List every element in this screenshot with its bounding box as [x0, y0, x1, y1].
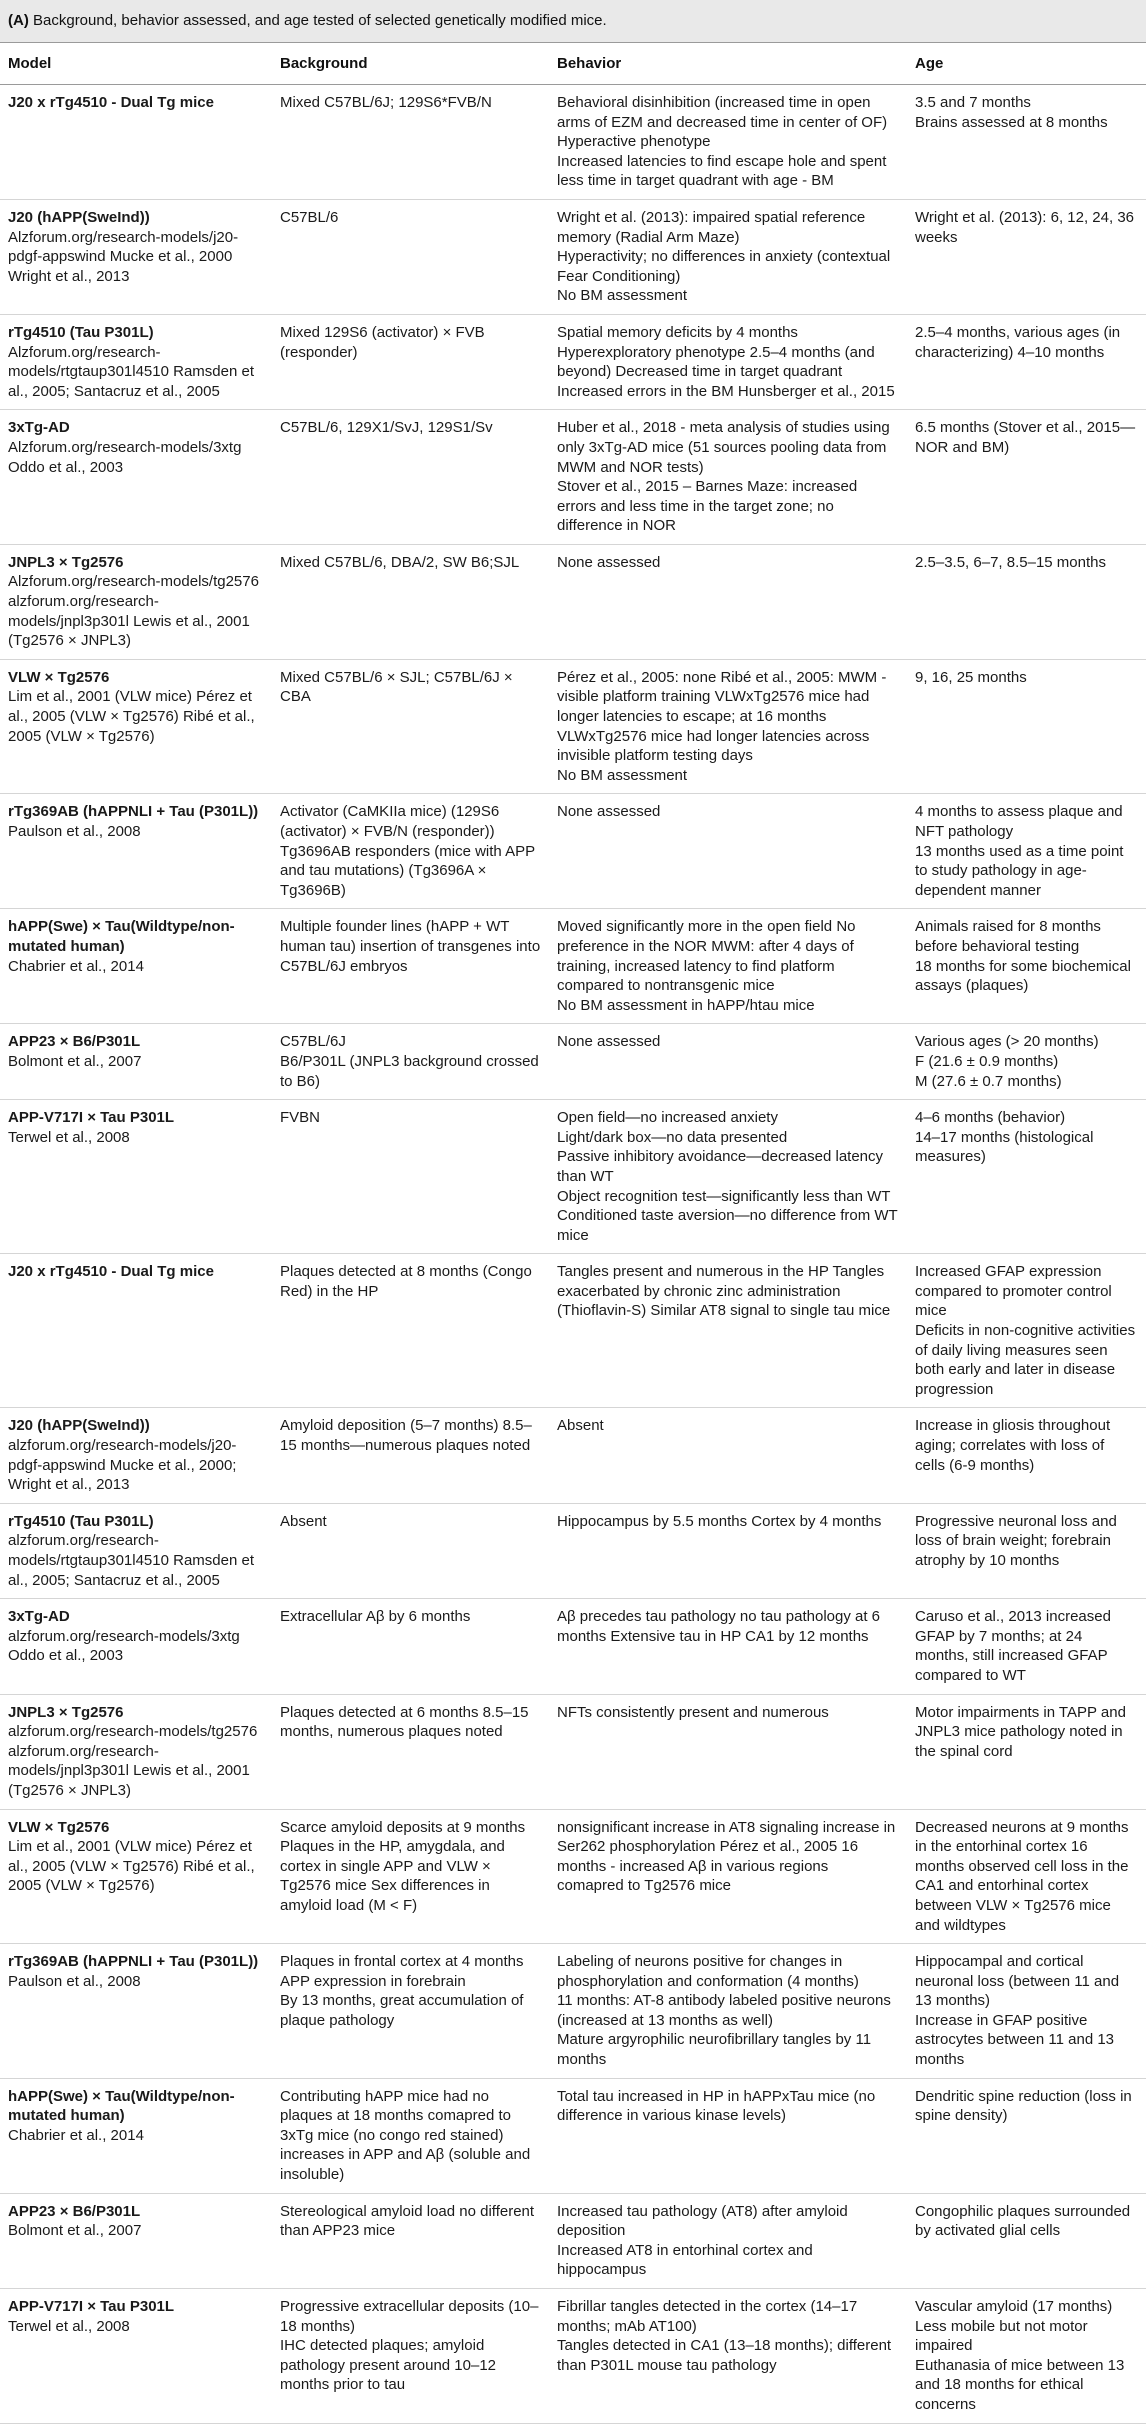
cell-age — [907, 544, 1146, 659]
cell-background-text: Plaques detected at 8 months (Congo Red) in the HP — [280, 1263, 532, 1300]
header-background: Background — [272, 43, 549, 85]
cell-model — [0, 1809, 272, 1944]
model-name: J20 x rTg4510 - Dual Tg mice — [8, 1263, 214, 1281]
cell-background-text: B6/P301L (JNPL3 background crossed to B6) — [280, 1052, 539, 1090]
cell-background-text: Mixed C57BL/6J; 129S6*FVB/N — [280, 94, 492, 111]
table-row — [0, 544, 1146, 659]
cell-behavior-text: Pérez et al., 2005: none Ribé et al., 2005: MWM - visible platform training VLWxTg2576 mice had longer latencies to escape; at 16 months VLWxTg2576 mice had longer latencies across invisible platform testing days — [557, 668, 887, 765]
cell-age — [907, 1254, 1146, 1408]
model-name: APP23 × B6/P301L — [8, 2202, 141, 2220]
table-row — [0, 1503, 1146, 1598]
cell-age — [907, 659, 1146, 794]
cell-background — [272, 2289, 549, 2424]
model-name: rTg4510 (Tau P301L) — [8, 1512, 154, 1530]
cell-background — [272, 659, 549, 794]
model-name: 3xTg-AD — [8, 1608, 70, 1626]
cell-behavior — [549, 1408, 907, 1503]
header-behavior: Behavior — [549, 43, 907, 85]
cell-age — [907, 1809, 1146, 1944]
model-name: J20 x rTg4510 - Dual Tg mice — [8, 94, 214, 111]
cell-age — [907, 2078, 1146, 2193]
cell-behavior-text: No BM assessment — [557, 287, 688, 305]
cell-behavior — [549, 659, 907, 794]
cell-behavior-text: Increased tau pathology (AT8) after amyloid deposition — [557, 2202, 848, 2240]
cell-behavior-text: Spatial memory deficits by 4 months — [557, 323, 798, 341]
cell-behavior — [549, 544, 907, 659]
cell-background — [272, 1694, 549, 1809]
cell-behavior-text: Open field—no increased anxiety — [557, 1109, 778, 1127]
cell-age-text: Progressive neuronal loss and loss of brain weight; forebrain atrophy by 10 months — [915, 1512, 1117, 1569]
cell-background-text: C57BL/6J — [280, 1033, 346, 1051]
cell-age — [907, 314, 1146, 409]
cell-age — [907, 199, 1146, 314]
table-row — [0, 1809, 1146, 1944]
cell-behavior-text: Wright et al. (2013): impaired spatial reference memory (Radial Arm Maze) — [557, 208, 866, 246]
cell-behavior — [549, 2078, 907, 2193]
model-name: rTg4510 (Tau P301L) — [8, 323, 154, 341]
model-name: APP23 × B6/P301L — [8, 1033, 141, 1051]
cell-behavior — [549, 1254, 907, 1408]
cell-model — [0, 1254, 272, 1408]
cell-behavior-text: Labeling of neurons positive for changes in phosphorylation and conformation (4 months) — [557, 1953, 859, 1990]
cell-behavior-text: No BM assessment in hAPP/htau mice — [557, 996, 815, 1014]
cell-age — [907, 410, 1146, 545]
cell-behavior-text: Passive inhibitory avoidance—decreased latency than WT — [557, 1148, 884, 1185]
cell-model — [0, 659, 272, 794]
model-name: hAPP(Swe) × Tau(Wildtype/non-mutated human) — [8, 2087, 235, 2125]
cell-behavior-text: Huber et al., 2018 - meta analysis of studies using only 3xTg-AD mice (51 sources pooling data from MWM and NOR tests) — [557, 419, 890, 476]
cell-behavior-text: Increased latencies to find escape hole and spent less time in target quadrant with age - BM — [557, 152, 887, 190]
cell-model — [0, 2289, 272, 2424]
cell-model — [0, 2193, 272, 2288]
cell-behavior-text: Hyperactive phenotype — [557, 133, 711, 151]
cell-model — [0, 544, 272, 659]
cell-background — [272, 1503, 549, 1598]
cell-model — [0, 1694, 272, 1809]
cell-behavior — [549, 410, 907, 545]
cell-behavior — [549, 314, 907, 409]
model-name: 3xTg-AD — [8, 419, 70, 437]
cell-background-text: Stereological amyloid load no different than APP23 mice — [280, 2202, 535, 2240]
cell-age-text: 4–6 months (behavior) — [915, 1109, 1066, 1127]
cell-age — [907, 1599, 1146, 1694]
cell-age — [907, 1100, 1146, 1254]
table-row — [0, 1944, 1146, 2079]
cell-behavior — [549, 1599, 907, 1694]
cell-background-text: Multiple founder lines (hAPP + WT human tau) insertion of transgenes into C57BL/6J embryos — [280, 918, 541, 975]
model-reference: Alzforum.org/research-models/rtgtaup301l4510 Ramsden et al., 2005; Santacruz et al., 2005 — [8, 343, 254, 400]
cell-behavior — [549, 2289, 907, 2424]
cell-model — [0, 199, 272, 314]
cell-behavior-text: No BM assessment — [557, 766, 688, 784]
cell-background — [272, 909, 549, 1024]
cell-behavior — [549, 85, 907, 200]
cell-background — [272, 794, 549, 909]
cell-model — [0, 1100, 272, 1254]
table-caption — [0, 0, 1146, 43]
cell-behavior-text: nonsignificant increase in AT8 signaling increase in Ser262 phosphorylation Pérez et al., 2005 16 months - increased Aβ in various regions comapred to Tg2576 mice — [557, 1818, 896, 1895]
cell-age-text: Decreased neurons at 9 months in the entorhinal cortex 16 months observed cell loss in the CA1 and entorhinal cortex between VLW × Tg2576 mice and wildtypes — [915, 1818, 1129, 1934]
cell-behavior-text: Hyperexploratory phenotype 2.5–4 months (and beyond) Decreased time in target quadrant — [557, 343, 875, 381]
cell-background-text: Progressive extracellular deposits (10–18 months) — [280, 2298, 539, 2335]
table-row — [0, 1599, 1146, 1694]
cell-background — [272, 1809, 549, 1944]
table-row — [0, 85, 1146, 200]
model-name: APP-V717I × Tau P301L — [8, 1109, 175, 1127]
table-row — [0, 1254, 1146, 1408]
cell-age-text: Increased GFAP expression compared to promoter control mice — [915, 1263, 1112, 1320]
cell-age-text: Euthanasia of mice between 13 and 18 months for ethical concerns — [915, 2356, 1125, 2413]
header-row — [0, 43, 1146, 85]
table-row — [0, 314, 1146, 409]
header-model: Model — [0, 43, 272, 85]
table-row — [0, 1408, 1146, 1503]
model-reference: Terwel et al., 2008 — [8, 1128, 130, 1146]
cell-behavior-text: Aβ precedes tau pathology no tau pathology at 6 months Extensive tau in HP CA1 by 12 months — [557, 1608, 881, 1645]
model-reference: alzforum.org/research-models/3xtg Oddo et al., 2003 — [8, 1627, 240, 1665]
cell-behavior-text: Tangles present and numerous in the HP Tangles exacerbated by chronic zinc administration (Thioflavin-S) Similar AT8 signal to single tau mice — [557, 1263, 891, 1320]
model-reference: Alzforum.org/research-models/3xtg Oddo et al., 2003 — [8, 438, 242, 476]
cell-behavior-text: Stover et al., 2015 – Barnes Maze: increased errors and less time in the target zone; no difference in NOR — [557, 478, 858, 535]
cell-background — [272, 199, 549, 314]
cell-model — [0, 1944, 272, 2079]
model-reference: Lim et al., 2001 (VLW mice) Pérez et al., 2005 (VLW × Tg2576) Ribé et al., 2005 (VLW × Tg2576) — [8, 688, 255, 745]
model-reference: Chabrier et al., 2014 — [8, 2126, 144, 2144]
cell-age-text: F (21.6 ± 0.9 months) — [915, 1052, 1059, 1070]
cell-age-text: Hippocampal and cortical neuronal loss (between 11 and 13 months) — [915, 1953, 1120, 2010]
cell-background — [272, 544, 549, 659]
cell-age — [907, 85, 1146, 200]
table-row — [0, 410, 1146, 545]
cell-background — [272, 85, 549, 200]
table-row — [0, 1100, 1146, 1254]
caption-text: Background, behavior assessed, and age tested of selected genetically modified mice. — [33, 12, 607, 29]
header-age: Age — [907, 43, 1146, 85]
cell-behavior-text: Absent — [557, 1417, 604, 1435]
cell-background — [272, 1024, 549, 1100]
cell-age — [907, 909, 1146, 1024]
model-name: JNPL3 × Tg2576 — [8, 1703, 124, 1721]
cell-behavior-text: 11 months: AT-8 antibody labeled positive neurons (increased at 13 months as well) — [557, 1992, 891, 2029]
table-row — [0, 1694, 1146, 1809]
cell-background-text: Mixed C57BL/6 × SJL; C57BL/6J × CBA — [280, 668, 513, 706]
table-row — [0, 2078, 1146, 2193]
table-row — [0, 909, 1146, 1024]
model-name: rTg369AB (hAPPNLI + Tau (P301L)) — [8, 1953, 259, 1971]
cell-age — [907, 1503, 1146, 1598]
cell-behavior — [549, 2193, 907, 2288]
model-reference: alzforum.org/research-models/j20-pdgf-appswind Mucke et al., 2000; Wright et al., 2013 — [8, 1437, 237, 1494]
cell-behavior-text: Moved significantly more in the open field No preference in the NOR MWM: after 4 days of training, increased latency to find platform compared to nontransgenic mice — [557, 918, 856, 995]
cell-background — [272, 1944, 549, 2079]
cell-age-text: Caruso et al., 2013 increased GFAP by 7 months; at 24 months, still increased GFAP compared to WT — [915, 1608, 1111, 1684]
cell-background-text: Plaques in frontal cortex at 4 months — [280, 1953, 524, 1971]
cell-behavior-text: None assessed — [557, 1033, 661, 1051]
cell-age — [907, 1408, 1146, 1503]
cell-background-text: By 13 months, great accumulation of plaque pathology — [280, 1992, 524, 2029]
model-reference: alzforum.org/research-models/rtgtaup301l4510 Ramsden et al., 2005; Santacruz et al., 2005 — [8, 1532, 254, 1589]
cell-behavior-text: Object recognition test—significantly less than WT — [557, 1187, 891, 1205]
cell-behavior — [549, 199, 907, 314]
cell-background-text: FVBN — [280, 1109, 321, 1127]
cell-behavior — [549, 1100, 907, 1254]
cell-background — [272, 1100, 549, 1254]
cell-age-text: Dendritic spine reduction (loss in spine density) — [915, 2087, 1132, 2125]
model-name: APP-V717I × Tau P301L — [8, 2298, 175, 2315]
cell-background — [272, 314, 549, 409]
table-body — [0, 85, 1146, 2424]
cell-behavior-text: Increased errors in the BM Hunsberger et al., 2015 — [557, 382, 895, 400]
cell-background — [272, 1599, 549, 1694]
cell-behavior-text: Total tau increased in HP in hAPPxTau mice (no difference in various kinase levels) — [557, 2087, 876, 2125]
cell-age-text: Increase in gliosis throughout aging; correlates with loss of cells (6-9 months) — [915, 1417, 1111, 1474]
cell-behavior — [549, 1024, 907, 1100]
cell-age-text: Animals raised for 8 months before behavioral testing — [915, 918, 1101, 955]
cell-age-text: Motor impairments in TAPP and JNPL3 mice pathology noted in the spinal cord — [915, 1703, 1126, 1760]
model-name: JNPL3 × Tg2576 — [8, 553, 124, 571]
model-reference: alzforum.org/research-models/tg2576 alzforum.org/research-models/jnpl3p301l Lewis et al., 2001 (Tg2576 × JNPL3) — [8, 1723, 258, 1799]
cell-age-text: Increase in GFAP positive astrocytes between 11 and 13 months — [915, 2011, 1115, 2069]
table-row — [0, 2289, 1146, 2424]
cell-age — [907, 1024, 1146, 1100]
model-reference: Chabrier et al., 2014 — [8, 957, 144, 975]
cell-behavior-text: NFTs consistently present and numerous — [557, 1703, 829, 1721]
cell-behavior-text: None assessed — [557, 803, 661, 821]
cell-behavior — [549, 794, 907, 909]
cell-behavior-text: None assessed — [557, 553, 661, 571]
model-reference: Bolmont et al., 2007 — [8, 2222, 142, 2240]
cell-behavior-text: Fibrillar tangles detected in the cortex (14–17 months; mAb AT100) — [557, 2298, 858, 2335]
cell-age — [907, 794, 1146, 909]
caption-label: (A) — [8, 12, 29, 29]
cell-age-text: Congophilic plaques surrounded by activated glial cells — [915, 2202, 1131, 2240]
cell-age-text: Deficits in non-cognitive activities of daily living measures seen both early and later in disease progression — [915, 1322, 1136, 1398]
cell-model — [0, 410, 272, 545]
cell-age-text: 13 months used as a time point to study pathology in age-dependent manner — [915, 842, 1124, 899]
cell-age-text: 6.5 months (Stover et al., 2015—NOR and BM) — [915, 419, 1136, 456]
cell-background — [272, 1408, 549, 1503]
model-reference: Terwel et al., 2008 — [8, 2317, 130, 2335]
cell-age-text: 18 months for some biochemical assays (plaques) — [915, 957, 1131, 995]
cell-age-text: 4 months to assess plaque and NFT pathology — [915, 803, 1123, 840]
model-name: VLW × Tg2576 — [8, 1818, 110, 1836]
cell-model — [0, 1024, 272, 1100]
cell-model — [0, 1408, 272, 1503]
cell-age-text: 3.5 and 7 months — [915, 94, 1031, 111]
cell-model — [0, 314, 272, 409]
cell-behavior-text: Increased AT8 in entorhinal cortex and hippocampus — [557, 2241, 813, 2279]
model-name: J20 (hAPP(SweInd)) — [8, 208, 150, 226]
cell-background-text: APP expression in forebrain — [280, 1972, 466, 1990]
cell-age — [907, 2193, 1146, 2288]
cell-age-text: Wright et al. (2013): 6, 12, 24, 36 weeks — [915, 208, 1135, 246]
cell-age-text: Vascular amyloid (17 months) — [915, 2298, 1113, 2315]
cell-behavior-text: Behavioral disinhibition (increased time in open arms of EZM and decreased time in center of OF) — [557, 94, 888, 131]
cell-behavior-text: Tangles detected in CA1 (13–18 months); different than P301L mouse tau pathology — [557, 2337, 892, 2374]
cell-behavior — [549, 1503, 907, 1598]
cell-model — [0, 1599, 272, 1694]
cell-background-text: Mixed 129S6 (activator) × FVB (responder) — [280, 323, 485, 361]
table-row — [0, 2193, 1146, 2288]
cell-behavior — [549, 1694, 907, 1809]
cell-behavior — [549, 1809, 907, 1944]
model-name: J20 (hAPP(SweInd)) — [8, 1417, 150, 1435]
model-reference: Paulson et al., 2008 — [8, 823, 141, 840]
cell-model — [0, 85, 272, 200]
model-reference: Paulson et al., 2008 — [8, 1972, 141, 1990]
cell-model — [0, 1503, 272, 1598]
model-name: rTg369AB (hAPPNLI + Tau (P301L)) — [8, 803, 259, 821]
model-reference: Bolmont et al., 2007 — [8, 1052, 142, 1070]
cell-background-text: Activator (CaMKIIa mice) (129S6 (activator) × FVB/N (responder)) Tg3696AB responders (mice with APP and tau mutations) (Tg3696A × Tg3696B) — [280, 803, 535, 899]
cell-age-text: 2.5–4 months, various ages (in characterizing) 4–10 months — [915, 323, 1121, 361]
cell-behavior-text: Hyperactivity; no differences in anxiety (contextual Fear Conditioning) — [557, 248, 891, 285]
cell-background-text: Extracellular Aβ by 6 months — [280, 1608, 471, 1626]
cell-behavior-text: Conditioned taste aversion—no difference from WT mice — [557, 1207, 898, 1244]
cell-behavior — [549, 909, 907, 1024]
model-name: VLW × Tg2576 — [8, 668, 110, 686]
cell-age-text: 9, 16, 25 months — [915, 668, 1027, 686]
cell-background-text: C57BL/6, 129X1/SvJ, 129S1/Sv — [280, 419, 493, 437]
cell-model — [0, 794, 272, 909]
cell-background-text: Contributing hAPP mice had no plaques at 18 months comapred to 3xTg mice (no congo red stained) increases in APP and Aβ (soluble and insoluble) — [280, 2087, 531, 2184]
table-row — [0, 659, 1146, 794]
model-reference: Alzforum.org/research-models/tg2576 alzforum.org/research-models/jnpl3p301l Lewis et al., 2001 (Tg2576 × JNPL3) — [8, 573, 259, 650]
table-row — [0, 199, 1146, 314]
cell-age — [907, 1944, 1146, 2079]
cell-age-text: 2.5–3.5, 6–7, 8.5–15 months — [915, 553, 1106, 571]
model-reference: Lim et al., 2001 (VLW mice) Pérez et al., 2005 (VLW × Tg2576) Ribé et al., 2005 (VLW × Tg2576) — [8, 1838, 255, 1895]
cell-background — [272, 2193, 549, 2288]
cell-background-text: Absent — [280, 1512, 327, 1530]
cell-behavior-text: Mature argyrophilic neurofibrillary tangles by 11 months — [557, 2031, 872, 2069]
table-row — [0, 794, 1146, 909]
cell-age-text: M (27.6 ± 0.7 months) — [915, 1072, 1062, 1090]
cell-background-text: Amyloid deposition (5–7 months) 8.5–15 months—numerous plaques noted — [280, 1417, 532, 1455]
cell-age-text: Less mobile but not motor impaired — [915, 2317, 1088, 2355]
cell-background — [272, 1254, 549, 1408]
cell-behavior — [549, 1944, 907, 2079]
table-row — [0, 1024, 1146, 1100]
cell-behavior-text: Hippocampus by 5.5 months Cortex by 4 months — [557, 1512, 882, 1530]
cell-age-text: Various ages (> 20 months) — [915, 1033, 1099, 1051]
cell-background-text: Scarce amyloid deposits at 9 months Plaques in the HP, amygdala, and cortex in single APP and VLW × Tg2576 mice Sex differences in amyloid load (M < F) — [280, 1818, 526, 1914]
cell-age-text: Brains assessed at 8 months — [915, 113, 1108, 131]
model-reference: Alzforum.org/research-models/j20-pdgf-appswind Mucke et al., 2000 Wright et al., 2013 — [8, 228, 239, 285]
cell-age — [907, 1694, 1146, 1809]
cell-background — [272, 2078, 549, 2193]
cell-background-text: IHC detected plaques; amyloid pathology present around 10–12 months prior to tau — [280, 2337, 497, 2394]
cell-background — [272, 410, 549, 545]
model-name: hAPP(Swe) × Tau(Wildtype/non-mutated human) — [8, 918, 235, 955]
cell-model — [0, 2078, 272, 2193]
cell-background-text: Plaques detected at 6 months 8.5–15 months, numerous plaques noted — [280, 1703, 529, 1741]
cell-model — [0, 909, 272, 1024]
mouse-models-table — [0, 43, 1146, 2424]
cell-age — [907, 2289, 1146, 2424]
cell-background-text: C57BL/6 — [280, 208, 339, 226]
cell-background-text: Mixed C57BL/6, DBA/2, SW B6;SJL — [280, 553, 520, 571]
cell-behavior-text: Light/dark box—no data presented — [557, 1128, 788, 1146]
cell-age-text: 14–17 months (histological measures) — [915, 1128, 1094, 1166]
